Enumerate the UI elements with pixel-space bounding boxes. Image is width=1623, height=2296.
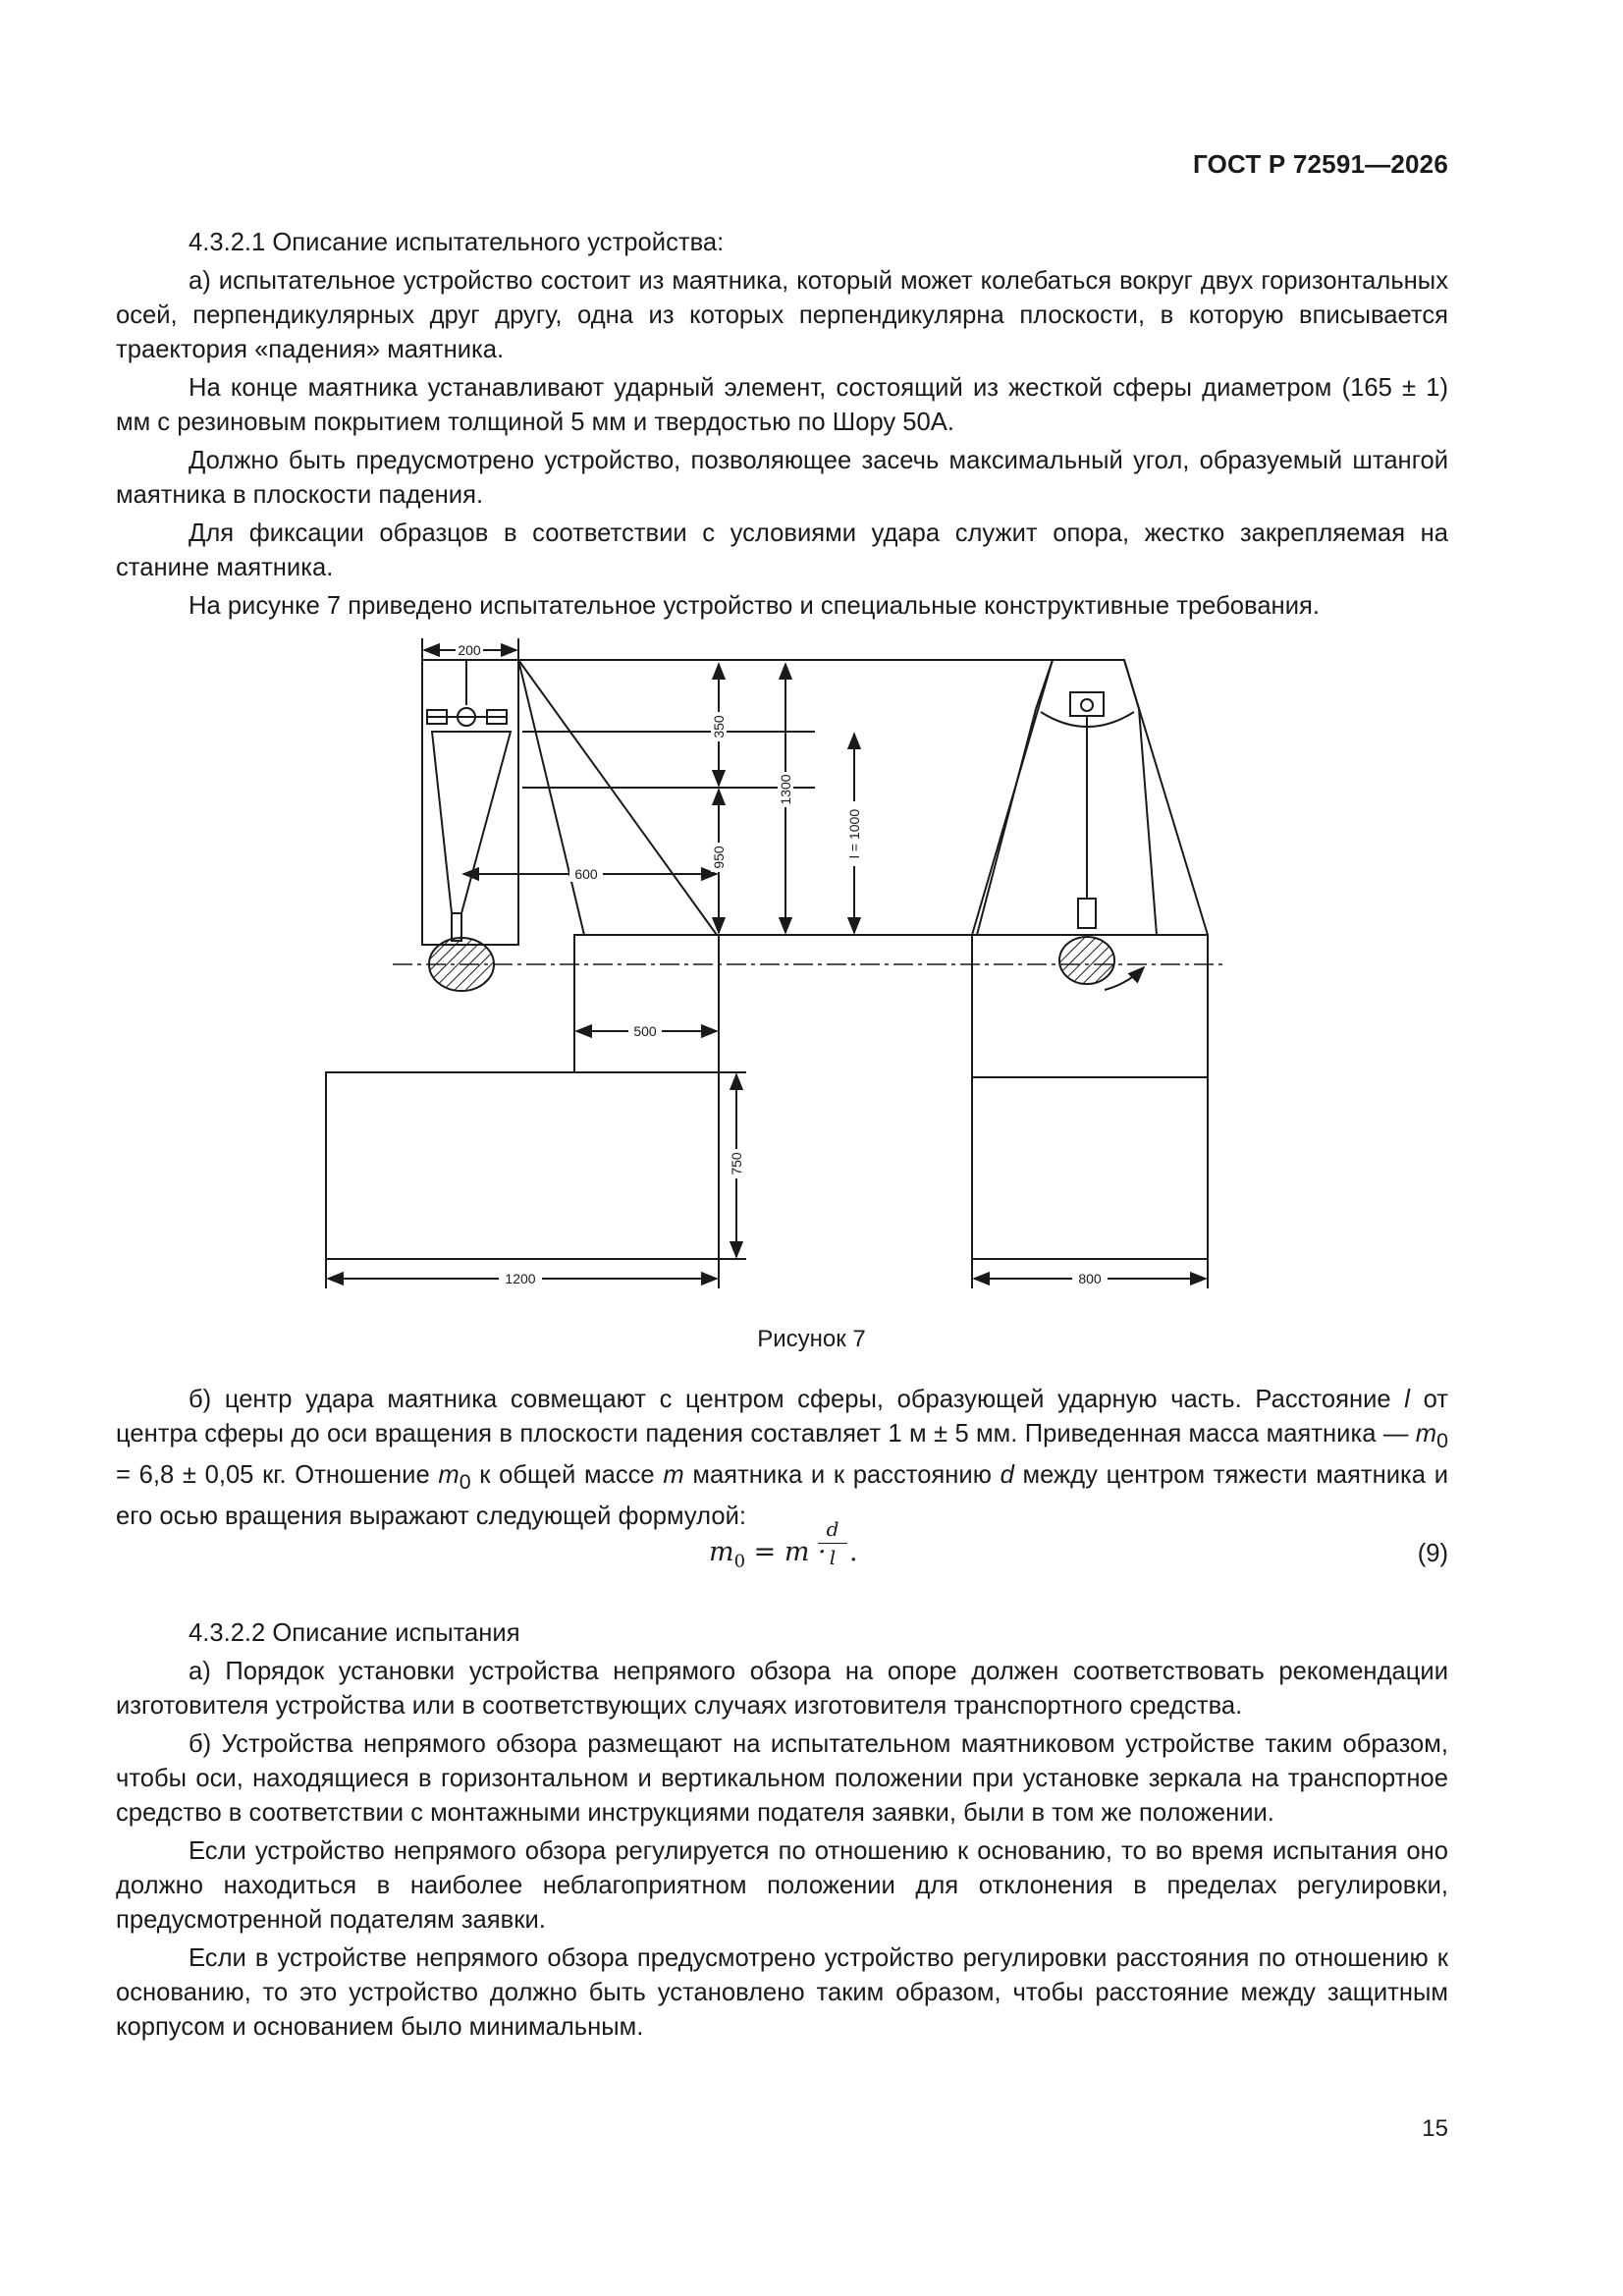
paragraph: На конце маятника устанавливают ударный элемент, состоящий из жесткой сферы диаметром (165 ± 1) мм с резиновым покрытием толщиной 5 мм и твердостью по Шору 50А. (116, 374, 1448, 436)
paragraph: а) испытательное устройство состоит из маятника, который может колебаться вокруг двух горизонтальных осей, перпендикулярных друг другу, одна из которых перпендикулярна плоскости, в которую вписывается траектория «падения» маятника. (116, 267, 1448, 363)
paragraph (116, 1383, 1448, 1534)
symbol-m0: m (438, 1461, 460, 1490)
formula-fraction (818, 1517, 847, 1569)
dim-500-label: 500 (633, 1023, 657, 1039)
paragraph: б) Устройства непрямого обзора размещают на испытательном маятниковом устройстве таким образом, чтобы оси, находящиеся в горизонтальном и вертикальном положении при установке зеркала на транспортное средство в соответствии с монтажными инструкциями подателя заявки, были в том же положении. (116, 1730, 1448, 1827)
formula-lhs (709, 1537, 827, 1571)
formula-period: . (849, 1537, 858, 1567)
dim-350-label: 350 (711, 715, 727, 738)
subscript: 0 (459, 1470, 471, 1495)
text-run: к общей массе (470, 1461, 664, 1490)
paragraph: Должно быть предусмотрено устройство, позволяющее засечь максимальный угол, образуемый штангой маятника в плоскости падения. (116, 447, 1448, 509)
symbol-m: m (663, 1461, 684, 1490)
text-run: между центром тяжести маятника и его осью вращения выражают следующей формулой: (116, 1461, 1449, 1531)
dim-950-label: 950 (711, 846, 727, 869)
fraction-numerator: d (818, 1517, 847, 1544)
text-run: маятника и к расстоянию (683, 1461, 1001, 1490)
dim-200-label: 200 (458, 642, 481, 658)
text-run: б) центр удара маятника совмещают с центром сферы, образующей ударную часть. Расстояние (189, 1386, 1405, 1413)
dim-1000-label: l = 1000 (846, 808, 862, 859)
section-4-3-2-1 (116, 226, 1448, 628)
paragraph-b (116, 1383, 1448, 1538)
subsection-heading: 4.3.2.2 Описание испытания (189, 1619, 520, 1647)
dim-750-label: 750 (729, 1152, 744, 1175)
text-run: = 6,8 ± 0,05 кг. Отношение (116, 1461, 439, 1490)
dim-800-label: 800 (1078, 1271, 1102, 1286)
dim-600-label: 600 (574, 866, 598, 882)
subsection-heading: 4.3.2.1 Описание испытательного устройства: (189, 229, 725, 256)
formula-9 (687, 1517, 1080, 1594)
pendium-apparatus-drawing (314, 619, 1237, 1306)
equation-number: (9) (1417, 1540, 1448, 1567)
paragraph: Если в устройстве непрямого обзора предусмотрено устройство регулировки расстояния по отношению к основанию, то это устройство должно быть установлено таким образом, чтобы расстояние между защитным корпусом и основанием было минимальным. (116, 1944, 1448, 2041)
symbol-m0: m (1415, 1420, 1437, 1448)
formula-equals: = m · (745, 1537, 827, 1567)
formula-subscript: 0 (733, 1551, 746, 1572)
symbol-d: d (1000, 1461, 1014, 1490)
section-4-3-2-2 (116, 1616, 1448, 2049)
text-run: от центра сферы до оси вращения в плоскости падения составляет 1 м ± 5 мм. Приведенная масса маятника — (116, 1386, 1448, 1448)
paragraph: Если устройство непрямого обзора регулируется по отношению к основанию, то во время испытания оно должно находиться в наиболее неблагоприятном положении для отклонения в пределах регулировки, предусмотренной подателям заявки. (116, 1837, 1448, 1934)
dim-1200-label: 1200 (505, 1271, 536, 1286)
figure-caption: Рисунок 7 (757, 1326, 866, 1352)
paragraph: На рисунке 7 приведено испытательное устройство и специальные конструктивные требования. (189, 592, 1320, 620)
paragraph: а) Порядок установки устройства непрямого обзора на опоре должен соответствовать рекомендации изготовителя устройства или в соответствующих случаях изготовителя транспортного средства. (116, 1658, 1448, 1720)
figure-7-diagram (314, 619, 1237, 1306)
document-header: ГОСТ Р 72591—2026 (1193, 149, 1448, 179)
fraction-denominator: l (829, 1546, 837, 1569)
symbol-l: l (1404, 1386, 1410, 1413)
paragraph: Для фиксации образцов в соответствии с условиями удара служит опора, жестко закрепляемая на станине маятника. (116, 519, 1448, 581)
dim-1300-label: 1300 (778, 774, 793, 805)
formula-m0: m (709, 1537, 734, 1567)
subscript: 0 (1436, 1429, 1448, 1453)
page-number: 15 (1422, 2115, 1448, 2142)
